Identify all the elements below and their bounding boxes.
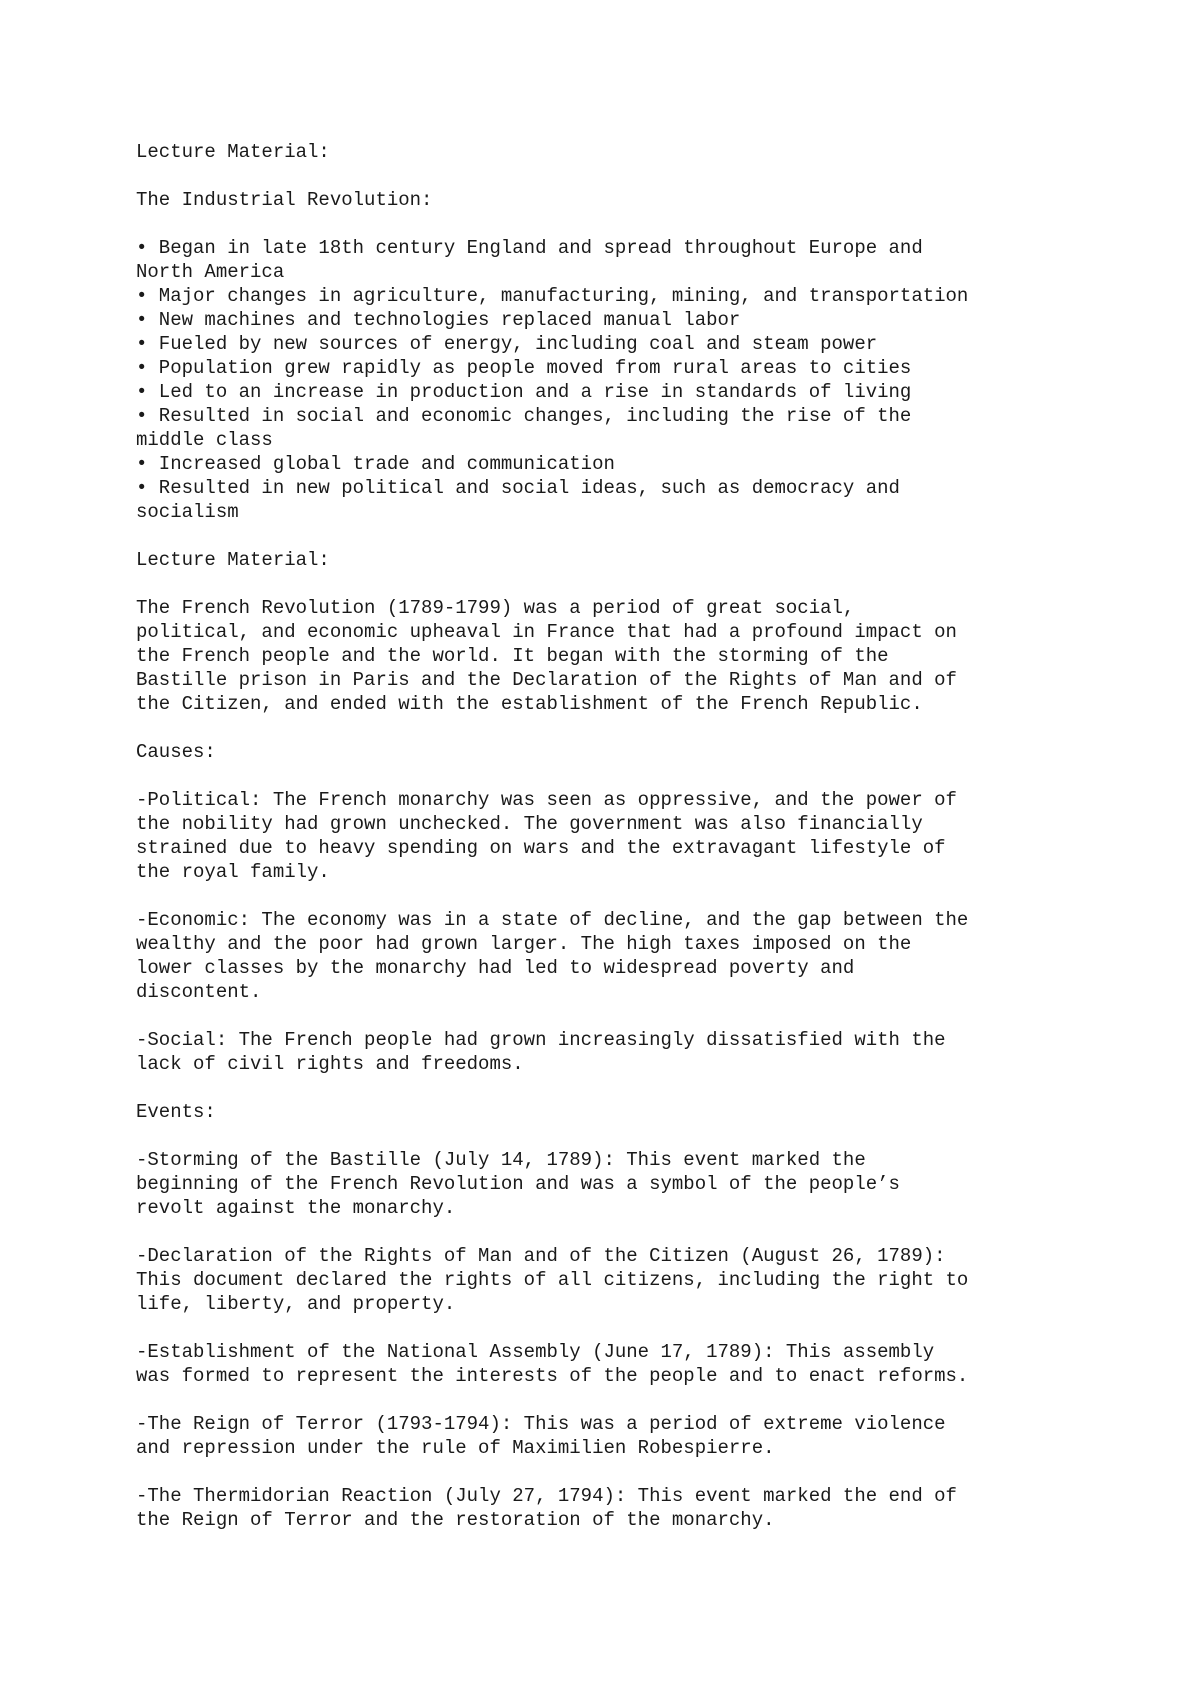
text-line: and repression under the rule of Maximilien Robespierre.	[136, 1437, 775, 1459]
text-line: Lecture Material:	[136, 141, 330, 163]
text-line: life, liberty, and property.	[136, 1293, 456, 1315]
text-line: -Storming of the Bastille (July 14, 1789): This event marked the	[136, 1149, 866, 1171]
document-page	[136, 140, 1076, 1532]
text-line: • Population grew rapidly as people moved from rural areas to cities	[136, 357, 912, 379]
paragraph-gap	[136, 884, 1076, 908]
text-line: Lecture Material:	[136, 549, 330, 571]
text-line: -The Reign of Terror (1793-1794): This was a period of extreme violence	[136, 1413, 946, 1435]
text-line: • Fueled by new sources of energy, including coal and steam power	[136, 333, 878, 355]
text-line: -Declaration of the Rights of Man and of the Citizen (August 26, 1789):	[136, 1245, 946, 1267]
paragraph-gap	[136, 212, 1076, 236]
section-industrial-revolution-bullets	[136, 236, 1076, 524]
text-line: -Political: The French monarchy was seen as oppressive, and the power of	[136, 789, 957, 811]
section-event-national-assembly	[136, 1340, 1076, 1388]
paragraph-gap	[136, 524, 1076, 548]
section-event-declaration	[136, 1244, 1076, 1316]
text-line: the nobility had grown unchecked. The government was also financially	[136, 813, 923, 835]
text-line: Bastille prison in Paris and the Declaration of the Rights of Man and of	[136, 669, 957, 691]
paragraph-gap	[136, 716, 1076, 740]
paragraph-gap	[136, 1316, 1076, 1340]
text-line: strained due to heavy spending on wars and the extravagant lifestyle of	[136, 837, 946, 859]
text-line: • Began in late 18th century England and spread throughout Europe and	[136, 237, 923, 259]
document-body	[136, 140, 1076, 1532]
text-line: • Led to an increase in production and a rise in standards of living	[136, 381, 912, 403]
text-line: The Industrial Revolution:	[136, 189, 433, 211]
text-line: Events:	[136, 1101, 216, 1123]
section-events-heading	[136, 1100, 1076, 1124]
text-line: was formed to represent the interests of the people and to enact reforms.	[136, 1365, 969, 1387]
text-line: lack of civil rights and freedoms.	[136, 1053, 524, 1075]
section-event-bastille	[136, 1148, 1076, 1220]
text-line: revolt against the monarchy.	[136, 1197, 456, 1219]
text-line: discontent.	[136, 981, 262, 1003]
text-line: • Resulted in social and economic changes, including the rise of the	[136, 405, 912, 427]
text-line: This document declared the rights of all citizens, including the right to	[136, 1269, 969, 1291]
section-event-thermidorian-reaction	[136, 1484, 1076, 1532]
paragraph-gap	[136, 1076, 1076, 1100]
section-causes-heading	[136, 740, 1076, 764]
text-line: the Citizen, and ended with the establishment of the French Republic.	[136, 693, 923, 715]
text-line: -Establishment of the National Assembly (June 17, 1789): This assembly	[136, 1341, 935, 1363]
text-line: • Major changes in agriculture, manufacturing, mining, and transportation	[136, 285, 969, 307]
section-event-reign-of-terror	[136, 1412, 1076, 1460]
text-line: • Resulted in new political and social ideas, such as democracy and	[136, 477, 900, 499]
section-cause-social	[136, 1028, 1076, 1076]
text-line: socialism	[136, 501, 239, 523]
paragraph-gap	[136, 1460, 1076, 1484]
text-line: North America	[136, 261, 285, 283]
paragraph-gap	[136, 1388, 1076, 1412]
paragraph-gap	[136, 164, 1076, 188]
text-line: political, and economic upheaval in France that had a profound impact on	[136, 621, 957, 643]
text-line: lower classes by the monarchy had led to widespread poverty and	[136, 957, 855, 979]
text-line: the French people and the world. It began with the storming of the	[136, 645, 889, 667]
section-lecture-heading-1	[136, 140, 1076, 164]
text-line: • Increased global trade and communication	[136, 453, 615, 475]
text-line: • New machines and technologies replaced manual labor	[136, 309, 741, 331]
text-line: The French Revolution (1789-1799) was a period of great social,	[136, 597, 855, 619]
section-cause-economic	[136, 908, 1076, 1004]
text-line: wealthy and the poor had grown larger. The high taxes imposed on the	[136, 933, 912, 955]
text-line: Causes:	[136, 741, 216, 763]
section-cause-political	[136, 788, 1076, 884]
section-french-revolution-intro	[136, 596, 1076, 716]
text-line: -Social: The French people had grown increasingly dissatisfied with the	[136, 1029, 946, 1051]
text-line: the Reign of Terror and the restoration of the monarchy.	[136, 1509, 775, 1531]
text-line: -The Thermidorian Reaction (July 27, 1794): This event marked the end of	[136, 1485, 957, 1507]
paragraph-gap	[136, 1220, 1076, 1244]
paragraph-gap	[136, 1124, 1076, 1148]
text-line: middle class	[136, 429, 273, 451]
section-industrial-revolution-heading	[136, 188, 1076, 212]
paragraph-gap	[136, 764, 1076, 788]
text-line: the royal family.	[136, 861, 330, 883]
section-lecture-heading-2	[136, 548, 1076, 572]
paragraph-gap	[136, 572, 1076, 596]
text-line: beginning of the French Revolution and was a symbol of the people’s	[136, 1173, 900, 1195]
paragraph-gap	[136, 1004, 1076, 1028]
text-line: -Economic: The economy was in a state of decline, and the gap between the	[136, 909, 969, 931]
